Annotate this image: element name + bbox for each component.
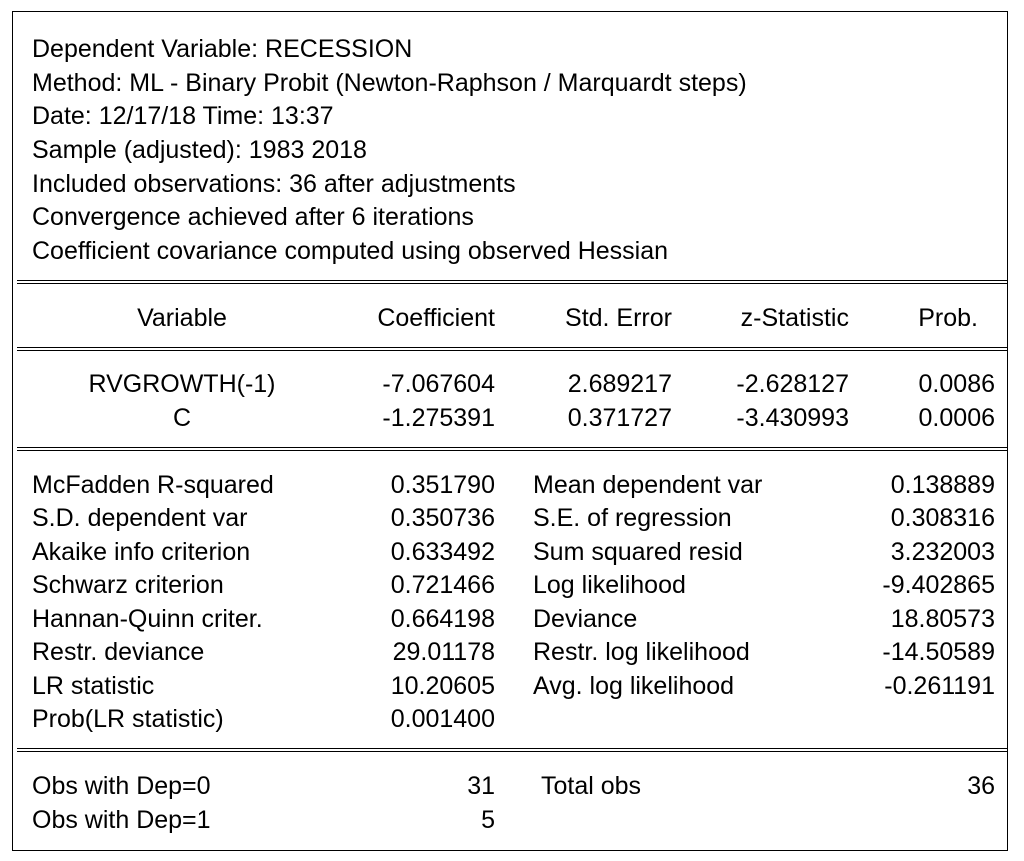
stat-value: -9.402865 — [882, 571, 995, 599]
stat-value: 0.001400 — [390, 705, 495, 733]
stat-label: Restr. deviance — [32, 638, 205, 666]
obs-total-value: 36 — [967, 772, 995, 800]
stat-label: S.E. of regression — [533, 504, 732, 532]
divider — [17, 447, 1007, 451]
stat-value: 18.80573 — [890, 605, 995, 633]
divider — [17, 280, 1007, 284]
header-convergence: Convergence achieved after 6 iterations — [32, 203, 474, 231]
stat-label: Mean dependent var — [533, 471, 763, 499]
stat-label: Restr. log likelihood — [533, 638, 750, 666]
header-method: Method: ML - Binary Probit (Newton-Raphson / Marquardt steps) — [32, 69, 747, 97]
col-header-std-error: Std. Error — [565, 304, 672, 332]
stat-value: 0.721466 — [390, 571, 495, 599]
stat-label: LR statistic — [32, 672, 155, 700]
coef-prob: 0.0086 — [918, 370, 995, 398]
stat-value: 3.232003 — [890, 538, 995, 566]
header-sample: Sample (adjusted): 1983 2018 — [32, 136, 367, 164]
stat-value: 29.01178 — [392, 638, 495, 666]
stat-label: Akaike info criterion — [32, 538, 251, 566]
stat-label: Avg. log likelihood — [533, 672, 735, 700]
divider — [17, 347, 1007, 351]
coef-value: -7.067604 — [382, 370, 495, 398]
stat-label: S.D. dependent var — [32, 504, 248, 532]
stat-label: Prob(LR statistic) — [32, 705, 224, 733]
stat-value: 0.350736 — [390, 504, 495, 532]
coef-z-statistic: -3.430993 — [736, 404, 849, 432]
stat-value: 0.633492 — [390, 538, 495, 566]
stat-label: Deviance — [533, 605, 638, 633]
stat-value: 0.138889 — [890, 471, 995, 499]
obs-dep1-label: Obs with Dep=1 — [32, 806, 211, 834]
stat-label: Hannan-Quinn criter. — [32, 605, 263, 633]
coef-variable: RVGROWTH(-1) — [88, 370, 276, 398]
coef-variable: C — [172, 404, 192, 432]
obs-total-label: Total obs — [541, 772, 642, 800]
stat-value: -14.50589 — [882, 638, 995, 666]
coef-std-error: 0.371727 — [567, 404, 672, 432]
header-observations: Included observations: 36 after adjustments — [32, 170, 516, 198]
stat-value: -0.261191 — [884, 672, 995, 700]
stat-value: 10.20605 — [390, 672, 495, 700]
obs-dep1-value: 5 — [481, 806, 495, 834]
divider — [17, 748, 1007, 752]
coef-std-error: 2.689217 — [567, 370, 672, 398]
stat-value: 0.308316 — [890, 504, 995, 532]
stat-value: 0.664198 — [390, 605, 495, 633]
coef-prob: 0.0006 — [918, 404, 995, 432]
obs-dep0-value: 31 — [467, 772, 495, 800]
stat-label: Schwarz criterion — [32, 571, 224, 599]
stat-label: McFadden R-squared — [32, 471, 274, 499]
header-covariance: Coefficient covariance computed using observed Hessian — [32, 237, 669, 265]
header-dependent-variable: Dependent Variable: RECESSION — [32, 35, 413, 63]
obs-dep0-label: Obs with Dep=0 — [32, 772, 211, 800]
col-header-coefficient: Coefficient — [377, 304, 495, 332]
coef-value: -1.275391 — [382, 404, 495, 432]
stat-label: Sum squared resid — [533, 538, 743, 566]
header-date-time: Date: 12/17/18 Time: 13:37 — [32, 102, 334, 130]
col-header-z-statistic: z-Statistic — [740, 304, 849, 332]
col-header-variable: Variable — [137, 304, 227, 332]
coef-z-statistic: -2.628127 — [736, 370, 849, 398]
stat-value: 0.351790 — [390, 471, 495, 499]
stat-label: Log likelihood — [533, 571, 686, 599]
col-header-prob: Prob. — [918, 304, 978, 332]
